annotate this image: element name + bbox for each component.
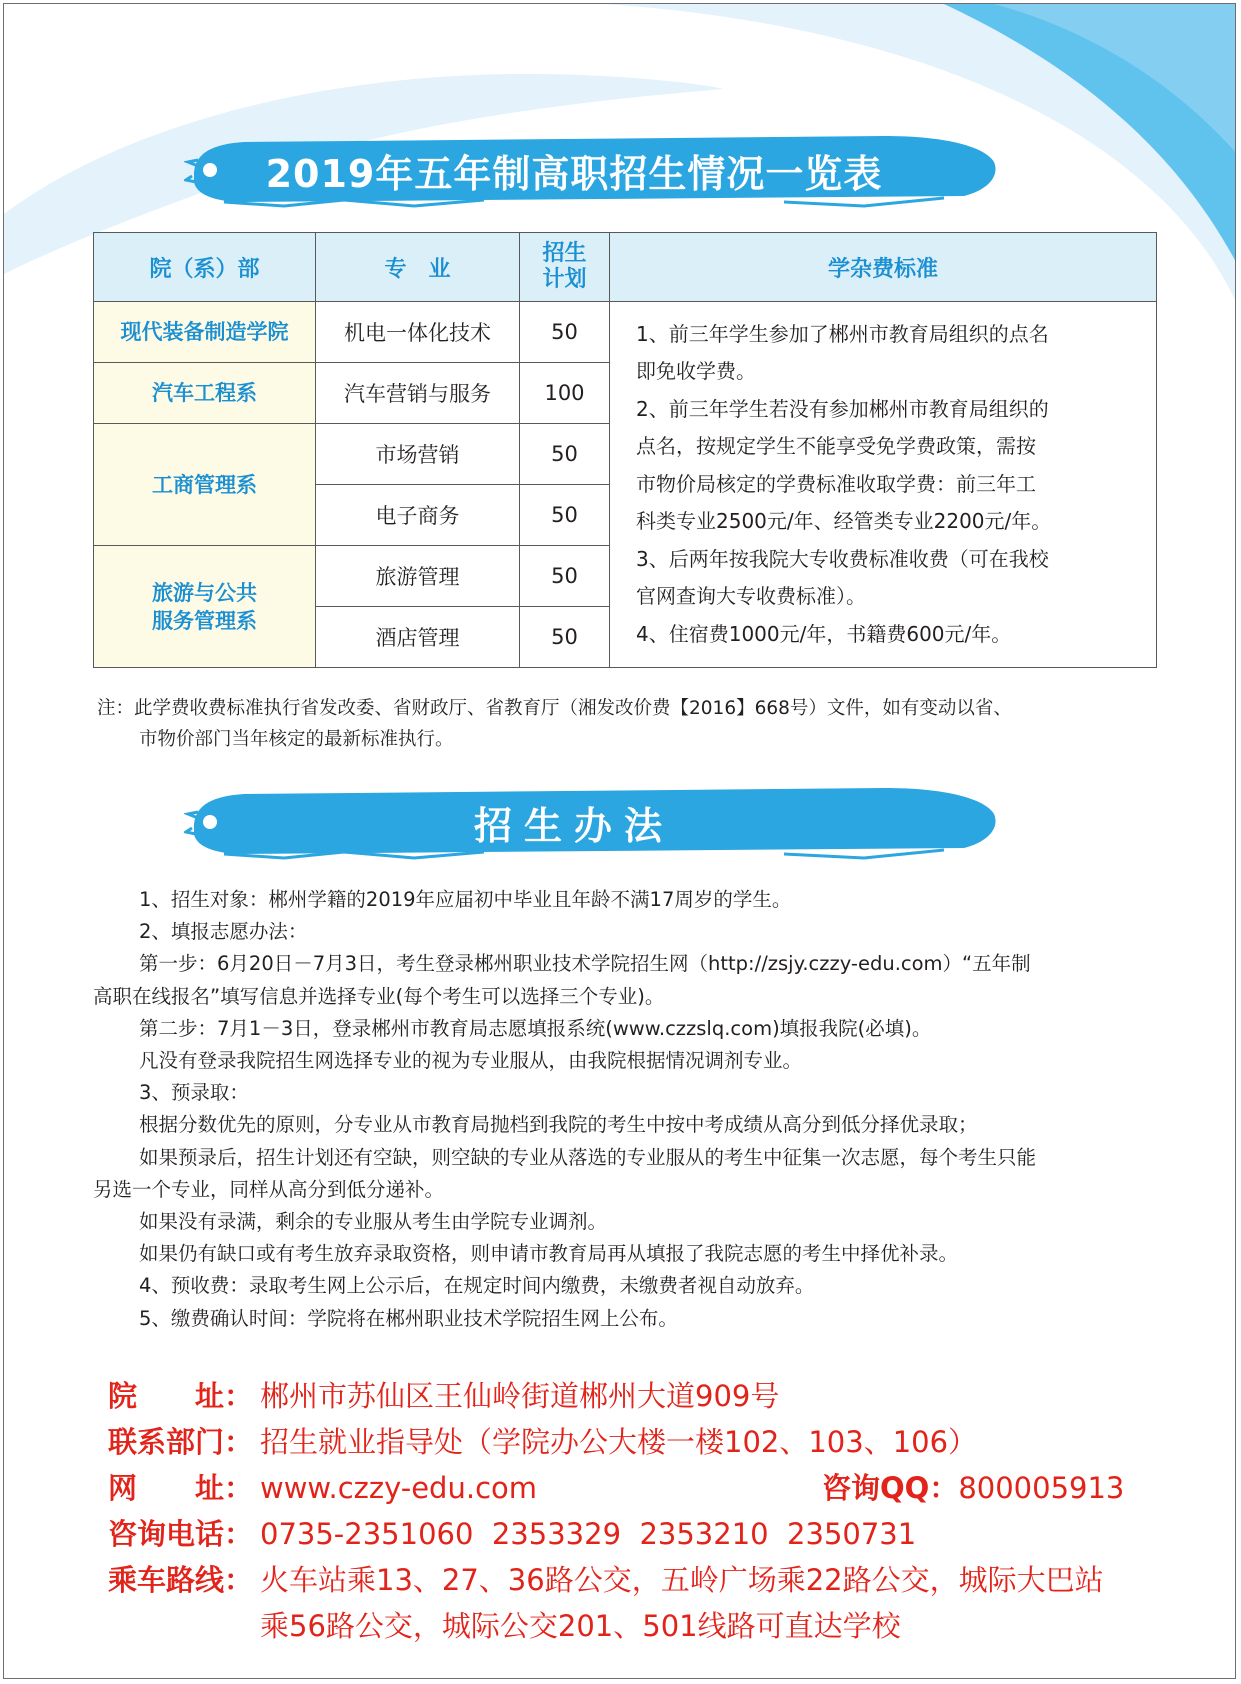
fees-line: 即免收学费。 (636, 359, 756, 384)
contact-row-route-cont (108, 1603, 1168, 1649)
phone-label: 咨询电话： (108, 1517, 254, 1551)
fees-description (610, 302, 1157, 668)
header-plan (520, 233, 610, 302)
fees-line: 3、后两年按我院大专收费标准收费（可在我校 (636, 546, 1049, 571)
route-value-line2: 乘56路公交，城际公交201、501线路可直达学校 (260, 1609, 901, 1643)
fees-line: 1、前三年学生参加了郴州市教育局组织的点名 (636, 321, 1049, 346)
section-banner-admission-method (184, 784, 1014, 860)
fees-line: 科类专业2500元/年、经管类专业2200元/年。 (636, 509, 1052, 534)
method-line: 1、招生对象：郴州学籍的2019年应届初中毕业且年龄不满17周岁的学生。 (139, 888, 792, 911)
major-cell: 酒店管理 (316, 607, 520, 668)
method-line: 第二步：7月1－3日，登录郴州市教育局志愿填报系统(www.czzslq.com)填报我院(必填)。 (139, 1016, 932, 1040)
contact-row-address (108, 1373, 1168, 1419)
method-line: 凡没有登录我院招生网选择专业的视为专业服从，由我院根据情况调剂专业。 (139, 1049, 803, 1073)
table-header-row (94, 233, 1157, 302)
contact-row-website (108, 1465, 1168, 1511)
fees-line: 市物价局核定的学费标准收取学费：前三年工 (636, 471, 1036, 496)
method-line: 第一步：6月20日－7月3日，考生登录郴州职业技术学院招生网（http://zsjy.czzy-edu.com）“五年制 (139, 952, 1031, 976)
table-row (94, 302, 1157, 363)
fees-line: 4、住宿费1000元/年，书籍费600元/年。 (636, 621, 1012, 646)
method-line: 3、预录取： (139, 1081, 249, 1105)
major-cell: 汽车营销与服务 (316, 363, 520, 424)
header-dept: 院（系）部 (94, 233, 316, 302)
fees-line: 点名，按规定学生不能享受免学费政策，需按 (636, 434, 1036, 459)
plan-cell: 50 (520, 485, 610, 546)
brochure-page (3, 3, 1236, 1679)
method-line: 2、填报志愿办法： (139, 920, 308, 944)
fees-line: 2、前三年学生若没有参加郴州市教育局组织的 (636, 396, 1049, 421)
method-line: 如果仍有缺口或有考生放弃录取资格，则申请市教育局再从填报了我院志愿的考生中择优补录。 (139, 1242, 959, 1266)
header-plan-line2: 计划 (542, 267, 587, 292)
major-cell: 机电一体化技术 (316, 302, 520, 363)
method-line: 如果预录后，招生计划还有空缺，则空缺的专业从落选的专业服从的考生中征集一次志愿，每个考生只能 (139, 1145, 1037, 1169)
method-line: 如果没有录满，剩余的专业服从考生由学院专业调剂。 (139, 1210, 608, 1234)
qq-contact (822, 1465, 1124, 1511)
dept-line: 服务管理系 (152, 608, 257, 633)
website-label: 网 址： (108, 1471, 254, 1505)
method-line: 另选一个专业，同样从高分到低分递补。 (93, 1177, 445, 1201)
contact-row-phone (108, 1511, 1168, 1557)
plan-cell: 50 (520, 424, 610, 485)
section-title: 招生办法 (473, 803, 674, 848)
section-title: 2019年五年制高职招生情况一览表 (265, 151, 883, 196)
contact-row-department (108, 1419, 1168, 1465)
contact-info (108, 1373, 1168, 1649)
website-link[interactable]: www.czzy-edu.com (260, 1471, 538, 1505)
qq-label: 咨询QQ： (822, 1471, 959, 1505)
header-major: 专 业 (316, 233, 520, 302)
address-value: 郴州市苏仙区王仙岭街道郴州大道909号 (260, 1379, 780, 1413)
admission-method-text (93, 884, 1163, 1335)
address-label: 院 址： (108, 1379, 254, 1413)
department-value: 招生就业指导处（学院办公大楼一楼102、103、106） (260, 1425, 978, 1459)
section-banner-enrollment-table (184, 132, 1014, 208)
method-line: 根据分数优先的原则，分专业从市教育局抛档到我院的考生中按中考成绩从高分到低分择优录取； (139, 1113, 978, 1137)
dept-cell: 汽车工程系 (94, 363, 316, 424)
plan-cell: 100 (520, 363, 610, 424)
header-fees: 学杂费标准 (610, 233, 1157, 302)
major-cell: 旅游管理 (316, 546, 520, 607)
dept-line: 旅游与公共 (152, 580, 257, 605)
qq-value: 800005913 (958, 1471, 1125, 1505)
dept-cell (94, 546, 316, 668)
header-plan-line1: 招生 (542, 241, 587, 266)
plan-cell: 50 (520, 546, 610, 607)
method-line: 高职在线报名”填写信息并选择专业(每个考生可以选择三个专业)。 (93, 984, 665, 1008)
note-line: 注：此学费收费标准执行省发改委、省财政厅、省教育厅（湘发改价费【2016】668号）文件，如有变动以省、 (97, 698, 1012, 719)
route-label: 乘车路线： (108, 1563, 254, 1597)
department-label: 联系部门： (108, 1425, 254, 1459)
fee-note (97, 693, 1167, 755)
major-cell: 市场营销 (316, 424, 520, 485)
plan-cell: 50 (520, 607, 610, 668)
enrollment-table (93, 232, 1157, 668)
contact-row-route (108, 1557, 1168, 1603)
route-value-line1: 火车站乘13、27、36路公交，五岭广场乘22路公交，城际大巴站 (260, 1563, 1104, 1597)
plan-cell: 50 (520, 302, 610, 363)
dept-cell: 现代装备制造学院 (94, 302, 316, 363)
phone-value: 0735-2351060 2353329 2353210 2350731 (260, 1517, 917, 1551)
method-line: 4、预收费：录取考生网上公示后，在规定时间内缴费，未缴费者视自动放弃。 (139, 1274, 815, 1298)
note-line: 市物价部门当年核定的最新标准执行。 (139, 729, 454, 750)
dept-cell: 工商管理系 (94, 424, 316, 546)
method-line: 5、缴费确认时间：学院将在郴州职业技术学院招生网上公布。 (139, 1306, 678, 1330)
fees-line: 官网查询大专收费标准）。 (636, 584, 866, 609)
major-cell: 电子商务 (316, 485, 520, 546)
